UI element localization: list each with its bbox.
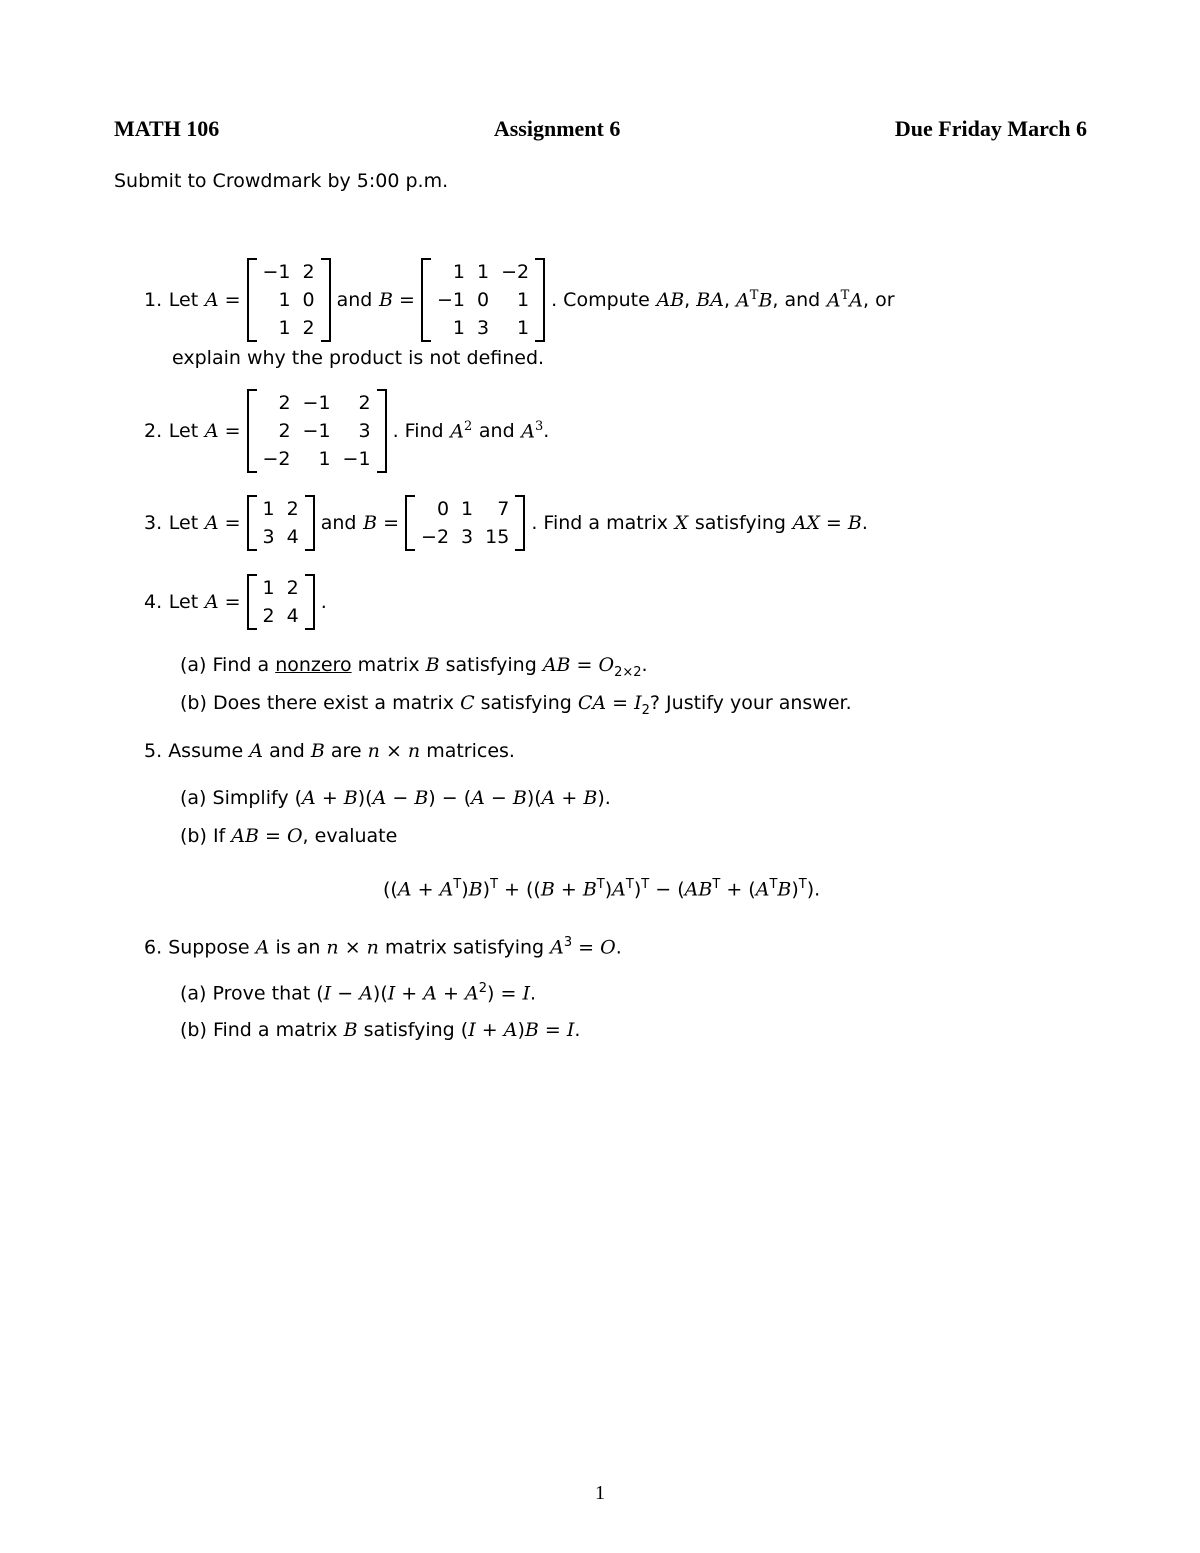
- matrix-cell: 1: [318, 448, 331, 470]
- matrix-cell: 3: [461, 526, 474, 548]
- matrix-cell: 1: [452, 261, 465, 283]
- matrix-b: [421, 258, 545, 342]
- matrix-cell: 0: [302, 289, 315, 311]
- problem-number: 3.: [144, 512, 163, 534]
- problem-5a: (a) Simplify (A + B)(A − B) − (A − B)(A + B).: [180, 787, 611, 809]
- matrix-cell: 4: [286, 526, 299, 548]
- matrix-a: [247, 389, 387, 473]
- matrix-cell: 1: [278, 289, 291, 311]
- problem-number: 5.: [144, 740, 163, 762]
- problem-text: and: [320, 512, 357, 534]
- problem-text: and: [478, 420, 515, 442]
- due-date: Due Friday March 6: [894, 116, 1087, 141]
- problem-text: Let: [168, 420, 199, 442]
- matrix-cell: 1: [516, 289, 530, 311]
- matrix-cell: 3: [476, 317, 490, 339]
- page-number: 1: [595, 1482, 605, 1504]
- problem-4a: (a) Find a nonzero matrix B satisfying AB = $O_{2\times 2}$.: [180, 654, 648, 680]
- matrix-cell: 2: [278, 392, 291, 414]
- matrix-cell: 2: [302, 317, 315, 339]
- matrix-cell: −1: [302, 420, 331, 442]
- matrix-cell: 1: [516, 317, 530, 339]
- problem-1: 1. Let A = −1 2 1 0 1 2 and B = 1 1 −2 −1 0 1 1 3 1 . Compute AB , BA , $A^TB$ , and $A^TA$ , or: [144, 258, 895, 342]
- problem-4b: (b) Does there exist a matrix C satisfying CA = $I_2$? Justify your answer.: [180, 692, 852, 718]
- matrix-a: [247, 495, 315, 551]
- matrix-cell: −2: [501, 261, 530, 283]
- emphasis-nonzero: nonzero: [275, 654, 352, 676]
- matrix-cell: 1: [461, 498, 474, 520]
- problem-text: Find a matrix: [543, 512, 669, 534]
- problem-2: 2. Let A = 2 −1 2 2 −1 3 −2 1 −1 . Find $A^2$ and $A^3$ .: [144, 389, 549, 473]
- problem-text: Find: [404, 420, 444, 442]
- matrix-cell: 2: [286, 498, 299, 520]
- matrix-cell: 4: [286, 605, 299, 627]
- problem-6a: (a) Prove that $(I - A)(I + A + A^2) = I$.: [180, 981, 536, 1005]
- matrix-cell: 0: [436, 498, 450, 520]
- matrix-cell: 1: [262, 498, 275, 520]
- matrix-cell: 1: [476, 261, 490, 283]
- matrix-cell: −1: [436, 289, 465, 311]
- course-code: MATH 106: [114, 116, 220, 141]
- matrix-cell: 2: [286, 577, 299, 599]
- matrix-cell: 3: [262, 526, 275, 548]
- problem-text: satisfying: [694, 512, 786, 534]
- problem-4: 4. Let A = 1 2 2 4 .: [144, 574, 327, 630]
- matrix-cell: 2: [358, 392, 371, 414]
- matrix-cell: 3: [358, 420, 371, 442]
- matrix-cell: 2: [302, 261, 315, 283]
- matrix-cell: −2: [421, 526, 450, 548]
- matrix-cell: 15: [485, 526, 510, 548]
- matrix-cell: −1: [302, 392, 331, 414]
- problem-1-continued: explain why the product is not defined.: [172, 347, 545, 369]
- matrix-cell: 2: [278, 420, 291, 442]
- display-equation: $((A + A^T)B)^T + ((B + B^T)A^T)^T - (AB^T + (A^TB)^T)$.: [383, 877, 821, 901]
- matrix-a: [247, 258, 331, 342]
- problem-number: 2.: [144, 420, 163, 442]
- problem-6: 6. Suppose A is an n × n matrix satisfying $A^3 = O$.: [144, 935, 622, 959]
- matrix-b: [405, 495, 525, 551]
- problem-text: Let: [168, 289, 199, 311]
- matrix-cell: −1: [262, 261, 291, 283]
- matrix-cell: 1: [278, 317, 291, 339]
- problem-3: 3. Let A = 1 2 3 4 and B = 0 1 7 −2 3 15 . Find a matrix X satisfying AX = B .: [144, 495, 868, 551]
- assignment-title: Assignment 6: [493, 116, 621, 141]
- problem-text: and: [784, 289, 821, 311]
- problem-5b: (b) If AB = O, evaluate: [180, 825, 398, 847]
- problem-number: 1.: [144, 289, 163, 311]
- header: [114, 116, 1087, 142]
- problem-5: 5. Assume A and B are n × n matrices.: [144, 740, 515, 762]
- problem-text: or: [875, 289, 895, 311]
- matrix-cell: −2: [262, 448, 291, 470]
- problem-number: 6.: [144, 936, 163, 959]
- matrix-cell: 7: [497, 498, 510, 520]
- problem-text: Let: [168, 591, 199, 613]
- problem-number: 4.: [144, 591, 163, 613]
- problem-text: Compute: [563, 289, 650, 311]
- matrix-a: [247, 574, 315, 630]
- matrix-cell: −1: [342, 448, 371, 470]
- matrix-cell: 1: [452, 317, 465, 339]
- matrix-cell: 1: [262, 577, 275, 599]
- problem-6b: (b) Find a matrix B satisfying (I + A)B = I.: [180, 1019, 581, 1041]
- problem-text: and: [336, 289, 373, 311]
- matrix-cell: 0: [476, 289, 490, 311]
- submit-note: Submit to Crowdmark by 5:00 p.m.: [114, 170, 449, 192]
- problem-text: Let: [168, 512, 199, 534]
- matrix-cell: 2: [262, 605, 275, 627]
